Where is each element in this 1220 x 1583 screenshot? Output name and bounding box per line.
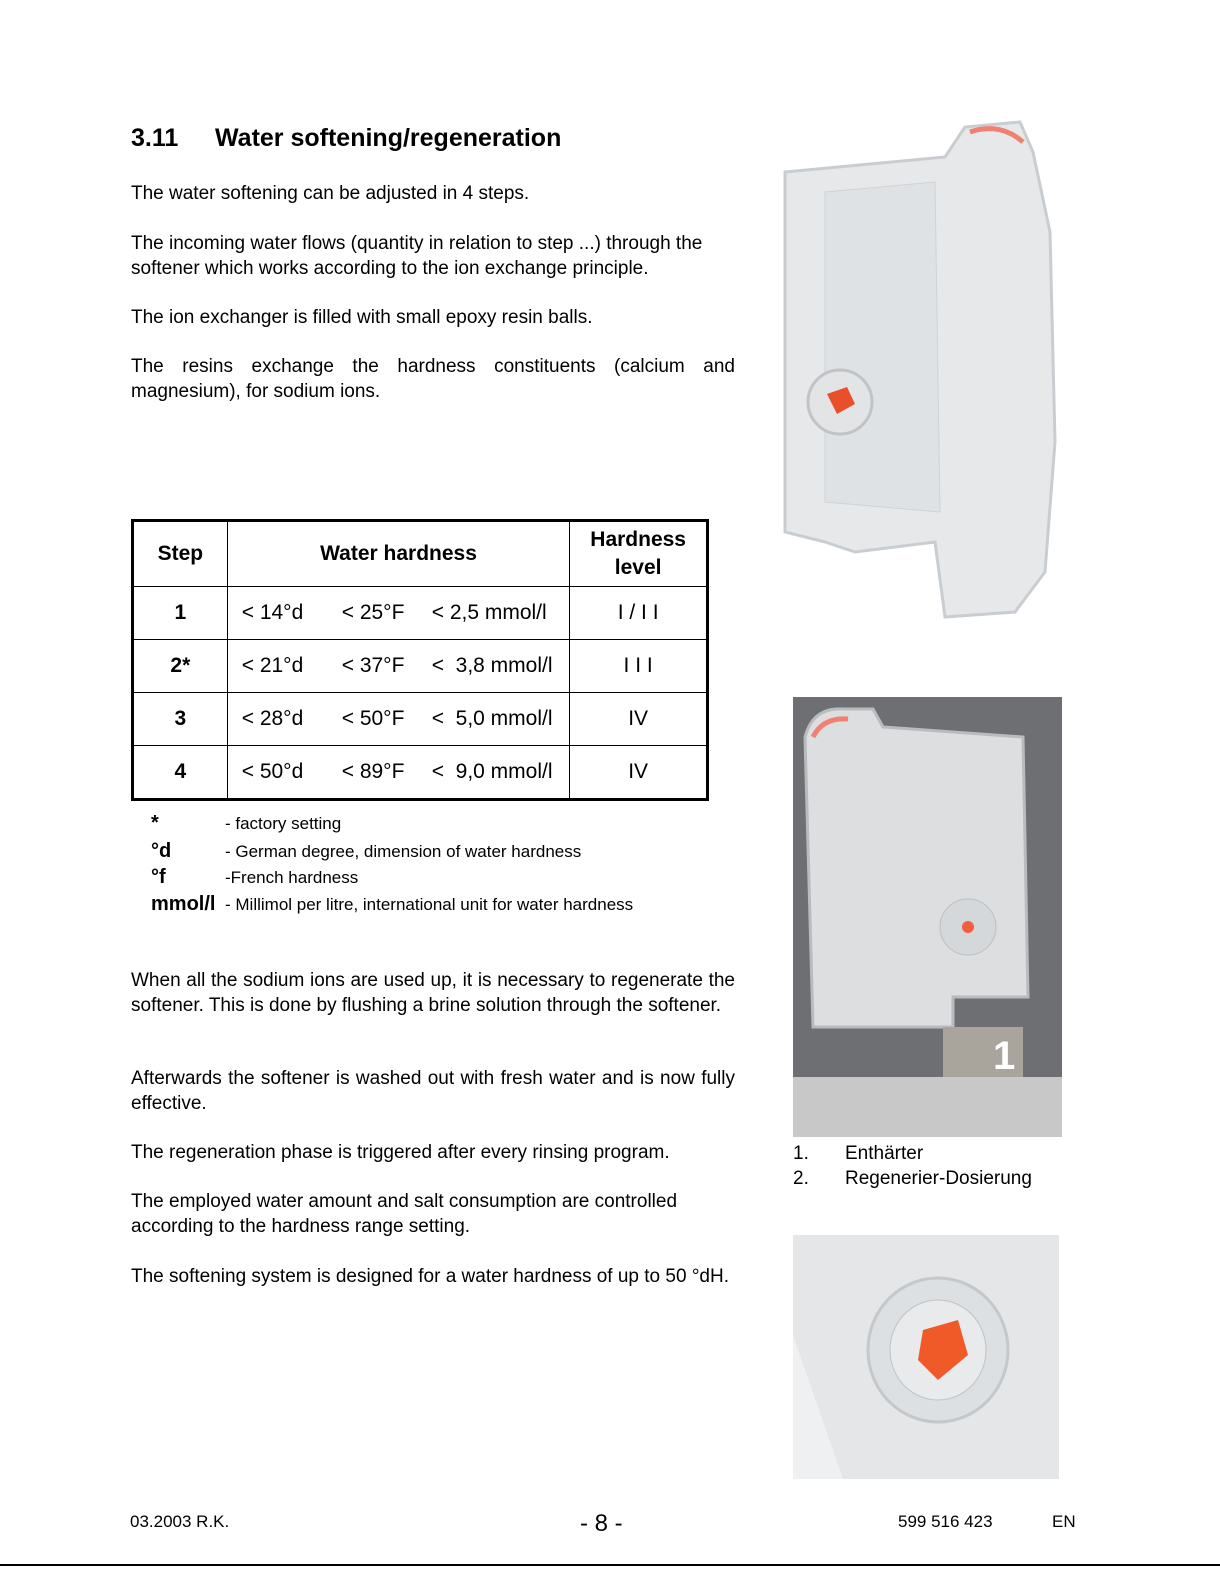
table-row [133, 746, 708, 800]
table-header-row [133, 521, 708, 587]
header-step: Step [133, 521, 228, 587]
table-row [133, 640, 708, 693]
paragraph: The softening system is designed for a water hardness of up to 50 °dH. [131, 1266, 729, 1287]
bottom-rule [0, 1564, 1220, 1566]
page-number: - 8 - [580, 1510, 623, 1537]
footer-date: 03.2003 R.K. [130, 1512, 230, 1531]
hardness-cell: < 21°d < 37°F < 3,8 mmol/l [227, 640, 570, 693]
header-water-hardness: Water hardness [227, 521, 570, 587]
paragraph: When all the sodium ions are used up, it is necessary to regenerate the softener. This is done by flushing a brine solution through the softener. [131, 970, 735, 1016]
dial-closeup-photo [793, 1235, 1059, 1479]
softener-photo [765, 112, 1061, 626]
hardness-cell: < 28°d < 50°F < 5,0 mmol/l [227, 693, 570, 746]
step-cell: 4 [133, 746, 228, 800]
step-cell: 3 [133, 693, 228, 746]
caption-item: 1. Enthärter [793, 1143, 924, 1164]
step-cell: 1 [133, 587, 228, 640]
caption-item: 2. Regenerier-Dosierung [793, 1168, 1032, 1189]
hardness-cell: < 14°d < 25°F < 2,5 mmol/l [227, 587, 570, 640]
legend-item: * - factory setting [151, 812, 342, 834]
legend-item: °d - German degree, dimension of water hardness [151, 840, 582, 862]
paragraph: The ion exchanger is filled with small epoxy resin balls. [131, 307, 593, 328]
step-cell: 2* [133, 640, 228, 693]
legend-item: mmol/l - Millimol per litre, international unit for water hardness [151, 893, 634, 915]
level-cell: I / I I [570, 587, 708, 640]
paragraph: The incoming water flows (quantity in relation to step ...) through the softener which works according to the ion exchange principle. [131, 233, 703, 279]
paragraph: The employed water amount and salt consumption are controlled according to the hardness range setting. [131, 1191, 678, 1237]
header-hardness-level: Hardness level [570, 521, 708, 587]
level-cell: I I I [570, 640, 708, 693]
table-row [133, 693, 708, 746]
hardness-cell: < 50°d < 89°F < 9,0 mmol/l [227, 746, 570, 800]
level-cell: IV [570, 746, 708, 800]
level-cell: IV [570, 693, 708, 746]
paragraph: The water softening can be adjusted in 4 steps. [131, 183, 530, 204]
paragraph: The resins exchange the hardness constituents (calcium and magnesium), for sodium ions. [131, 356, 735, 402]
hardness-table [131, 519, 709, 801]
legend-item: °f -French hardness [151, 866, 359, 888]
paragraph: The regeneration phase is triggered after every rinsing program. [131, 1142, 670, 1163]
footer-code: 599 516 423 [898, 1512, 993, 1531]
installed-softener-photo [793, 697, 1062, 1137]
footer-language: EN [1052, 1512, 1076, 1531]
table-row [133, 587, 708, 640]
section-heading: 3.11 Water softening/regeneration [131, 124, 562, 152]
photo-label: 1 [993, 1034, 1016, 1078]
paragraph: Afterwards the softener is washed out with fresh water and is now fully effective. [131, 1068, 735, 1114]
